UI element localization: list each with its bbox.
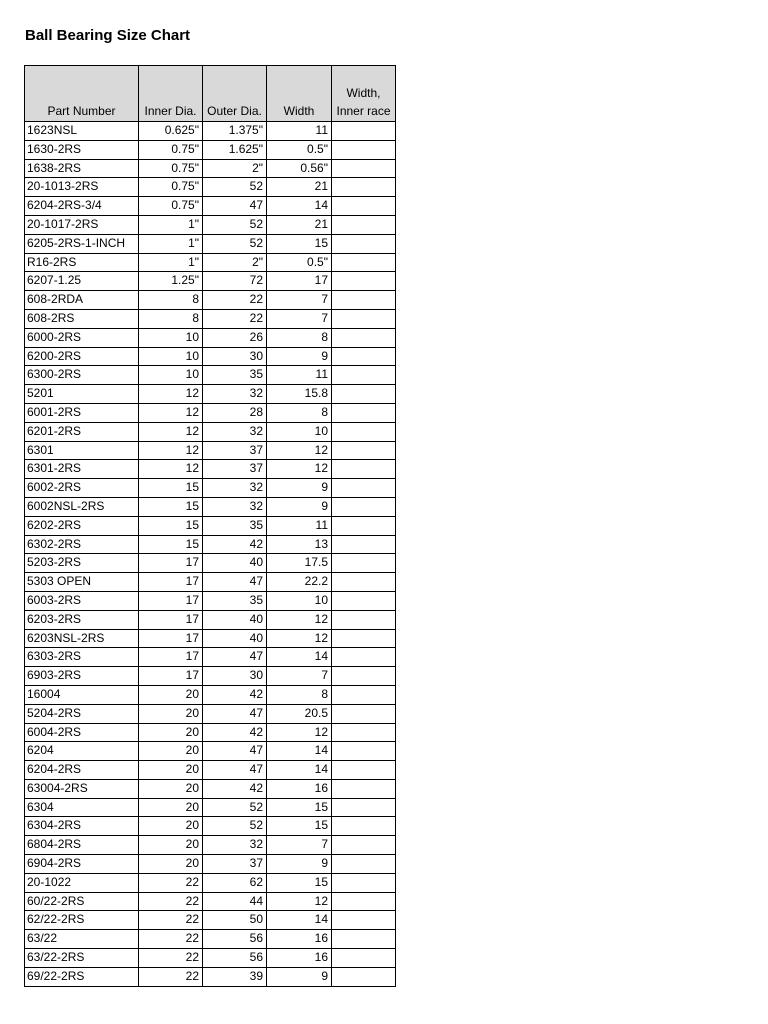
table-row bbox=[25, 761, 396, 780]
outer-diameter-cell: 56 bbox=[203, 930, 267, 949]
column-header-outer-diameter: Outer Dia. bbox=[203, 66, 267, 122]
part-number-cell: 6204 bbox=[25, 742, 139, 761]
width-inner-race-cell bbox=[332, 347, 396, 366]
inner-diameter-cell: 22 bbox=[139, 892, 203, 911]
width-cell: 12 bbox=[267, 610, 332, 629]
outer-diameter-cell: 30 bbox=[203, 347, 267, 366]
outer-diameter-cell: 47 bbox=[203, 742, 267, 761]
outer-diameter-cell: 32 bbox=[203, 385, 267, 404]
width-cell: 12 bbox=[267, 629, 332, 648]
width-inner-race-cell bbox=[332, 291, 396, 310]
width-inner-race-cell bbox=[332, 892, 396, 911]
outer-diameter-cell: 1.625" bbox=[203, 140, 267, 159]
table-row bbox=[25, 836, 396, 855]
inner-diameter-cell: 10 bbox=[139, 366, 203, 385]
width-cell: 21 bbox=[267, 215, 332, 234]
width-cell: 15 bbox=[267, 873, 332, 892]
width-inner-race-cell bbox=[332, 554, 396, 573]
width-inner-race-cell bbox=[332, 798, 396, 817]
width-cell: 15 bbox=[267, 798, 332, 817]
width-inner-race-cell bbox=[332, 403, 396, 422]
table-row bbox=[25, 403, 396, 422]
inner-diameter-cell: 22 bbox=[139, 911, 203, 930]
width-inner-race-cell bbox=[332, 328, 396, 347]
inner-diameter-cell: 20 bbox=[139, 742, 203, 761]
width-inner-race-cell bbox=[332, 516, 396, 535]
outer-diameter-cell: 30 bbox=[203, 667, 267, 686]
outer-diameter-cell: 56 bbox=[203, 949, 267, 968]
part-number-cell: 6301 bbox=[25, 441, 139, 460]
width-inner-race-cell bbox=[332, 234, 396, 253]
width-inner-race-cell bbox=[332, 930, 396, 949]
inner-diameter-cell: 1" bbox=[139, 234, 203, 253]
page-title: Ball Bearing Size Chart bbox=[25, 27, 191, 44]
width-cell: 8 bbox=[267, 685, 332, 704]
table-row bbox=[25, 178, 396, 197]
inner-diameter-cell: 17 bbox=[139, 591, 203, 610]
inner-diameter-cell: 8 bbox=[139, 291, 203, 310]
width-cell: 9 bbox=[267, 967, 332, 986]
inner-diameter-cell: 12 bbox=[139, 422, 203, 441]
width-inner-race-cell bbox=[332, 140, 396, 159]
inner-diameter-cell: 8 bbox=[139, 309, 203, 328]
part-number-cell: 5204-2RS bbox=[25, 704, 139, 723]
outer-diameter-cell: 52 bbox=[203, 798, 267, 817]
inner-diameter-cell: 0.75" bbox=[139, 159, 203, 178]
inner-diameter-cell: 20 bbox=[139, 685, 203, 704]
part-number-cell: 6002-2RS bbox=[25, 479, 139, 498]
inner-diameter-cell: 10 bbox=[139, 347, 203, 366]
width-cell: 9 bbox=[267, 347, 332, 366]
part-number-cell: 5203-2RS bbox=[25, 554, 139, 573]
width-inner-race-cell bbox=[332, 911, 396, 930]
inner-diameter-cell: 22 bbox=[139, 930, 203, 949]
table-row bbox=[25, 197, 396, 216]
table-row bbox=[25, 855, 396, 874]
width-cell: 7 bbox=[267, 836, 332, 855]
part-number-cell: 6302-2RS bbox=[25, 535, 139, 554]
width-inner-race-cell bbox=[332, 309, 396, 328]
part-number-cell: 1630-2RS bbox=[25, 140, 139, 159]
width-cell: 11 bbox=[267, 516, 332, 535]
part-number-cell: 6203-2RS bbox=[25, 610, 139, 629]
width-inner-race-cell bbox=[332, 648, 396, 667]
table-row bbox=[25, 779, 396, 798]
outer-diameter-cell: 26 bbox=[203, 328, 267, 347]
table-row bbox=[25, 309, 396, 328]
table-row bbox=[25, 798, 396, 817]
width-inner-race-cell bbox=[332, 855, 396, 874]
part-number-cell: 6204-2RS-3/4 bbox=[25, 197, 139, 216]
table-row bbox=[25, 479, 396, 498]
inner-diameter-cell: 15 bbox=[139, 497, 203, 516]
table-row bbox=[25, 892, 396, 911]
inner-diameter-cell: 1" bbox=[139, 253, 203, 272]
width-cell: 15 bbox=[267, 234, 332, 253]
part-number-cell: 16004 bbox=[25, 685, 139, 704]
table-row bbox=[25, 328, 396, 347]
inner-diameter-cell: 17 bbox=[139, 610, 203, 629]
width-inner-race-cell bbox=[332, 836, 396, 855]
outer-diameter-cell: 47 bbox=[203, 573, 267, 592]
part-number-cell: 20-1013-2RS bbox=[25, 178, 139, 197]
inner-diameter-cell: 1" bbox=[139, 215, 203, 234]
part-number-cell: 63004-2RS bbox=[25, 779, 139, 798]
width-inner-race-cell bbox=[332, 460, 396, 479]
width-inner-race-cell bbox=[332, 122, 396, 141]
table-row bbox=[25, 629, 396, 648]
part-number-cell: 6003-2RS bbox=[25, 591, 139, 610]
width-inner-race-cell bbox=[332, 723, 396, 742]
width-inner-race-cell bbox=[332, 479, 396, 498]
outer-diameter-cell: 50 bbox=[203, 911, 267, 930]
part-number-cell: 1638-2RS bbox=[25, 159, 139, 178]
width-inner-race-cell bbox=[332, 197, 396, 216]
inner-diameter-cell: 22 bbox=[139, 949, 203, 968]
part-number-cell: 608-2RS bbox=[25, 309, 139, 328]
width-cell: 16 bbox=[267, 949, 332, 968]
outer-diameter-cell: 47 bbox=[203, 648, 267, 667]
table-row bbox=[25, 159, 396, 178]
outer-diameter-cell: 40 bbox=[203, 554, 267, 573]
width-inner-race-cell bbox=[332, 591, 396, 610]
width-cell: 0.5" bbox=[267, 140, 332, 159]
width-inner-race-cell bbox=[332, 742, 396, 761]
table-row bbox=[25, 140, 396, 159]
table-row bbox=[25, 460, 396, 479]
width-cell: 7 bbox=[267, 667, 332, 686]
table-row bbox=[25, 272, 396, 291]
part-number-cell: 69/22-2RS bbox=[25, 967, 139, 986]
table-row bbox=[25, 967, 396, 986]
inner-diameter-cell: 12 bbox=[139, 441, 203, 460]
width-cell: 17 bbox=[267, 272, 332, 291]
outer-diameter-cell: 52 bbox=[203, 178, 267, 197]
outer-diameter-cell: 32 bbox=[203, 422, 267, 441]
part-number-cell: 5201 bbox=[25, 385, 139, 404]
inner-diameter-cell: 22 bbox=[139, 967, 203, 986]
part-number-cell: 20-1017-2RS bbox=[25, 215, 139, 234]
outer-diameter-cell: 42 bbox=[203, 779, 267, 798]
outer-diameter-cell: 44 bbox=[203, 892, 267, 911]
part-number-cell: 6301-2RS bbox=[25, 460, 139, 479]
table-row bbox=[25, 422, 396, 441]
width-inner-race-cell bbox=[332, 366, 396, 385]
inner-diameter-cell: 20 bbox=[139, 798, 203, 817]
outer-diameter-cell: 37 bbox=[203, 441, 267, 460]
width-cell: 8 bbox=[267, 403, 332, 422]
inner-diameter-cell: 22 bbox=[139, 873, 203, 892]
part-number-cell: 6201-2RS bbox=[25, 422, 139, 441]
table-row bbox=[25, 704, 396, 723]
width-cell: 0.5" bbox=[267, 253, 332, 272]
outer-diameter-cell: 2" bbox=[203, 253, 267, 272]
width-cell: 20.5 bbox=[267, 704, 332, 723]
part-number-cell: 608-2RDA bbox=[25, 291, 139, 310]
part-number-cell: 6203NSL-2RS bbox=[25, 629, 139, 648]
inner-diameter-cell: 20 bbox=[139, 723, 203, 742]
width-cell: 16 bbox=[267, 930, 332, 949]
width-inner-race-cell bbox=[332, 779, 396, 798]
width-inner-race-cell bbox=[332, 667, 396, 686]
column-header-width: Width bbox=[267, 66, 332, 122]
outer-diameter-cell: 47 bbox=[203, 704, 267, 723]
table-row bbox=[25, 366, 396, 385]
outer-diameter-cell: 47 bbox=[203, 761, 267, 780]
part-number-cell: 6002NSL-2RS bbox=[25, 497, 139, 516]
inner-diameter-cell: 17 bbox=[139, 667, 203, 686]
inner-diameter-cell: 20 bbox=[139, 836, 203, 855]
inner-diameter-cell: 20 bbox=[139, 779, 203, 798]
table-body bbox=[25, 122, 396, 987]
inner-diameter-cell: 0.625" bbox=[139, 122, 203, 141]
width-cell: 14 bbox=[267, 911, 332, 930]
width-cell: 9 bbox=[267, 479, 332, 498]
inner-diameter-cell: 17 bbox=[139, 629, 203, 648]
outer-diameter-cell: 22 bbox=[203, 291, 267, 310]
width-inner-race-cell bbox=[332, 441, 396, 460]
part-number-cell: 6000-2RS bbox=[25, 328, 139, 347]
table-row bbox=[25, 234, 396, 253]
table-row bbox=[25, 817, 396, 836]
width-cell: 10 bbox=[267, 591, 332, 610]
width-cell: 14 bbox=[267, 648, 332, 667]
outer-diameter-cell: 35 bbox=[203, 516, 267, 535]
table-row bbox=[25, 685, 396, 704]
inner-diameter-cell: 12 bbox=[139, 460, 203, 479]
inner-diameter-cell: 17 bbox=[139, 554, 203, 573]
part-number-cell: 6204-2RS bbox=[25, 761, 139, 780]
width-inner-race-cell bbox=[332, 610, 396, 629]
width-inner-race-cell bbox=[332, 497, 396, 516]
inner-diameter-cell: 20 bbox=[139, 855, 203, 874]
inner-diameter-cell: 0.75" bbox=[139, 140, 203, 159]
part-number-cell: 6304-2RS bbox=[25, 817, 139, 836]
width-inner-race-cell bbox=[332, 253, 396, 272]
outer-diameter-cell: 52 bbox=[203, 215, 267, 234]
table-row bbox=[25, 441, 396, 460]
part-number-cell: 20-1022 bbox=[25, 873, 139, 892]
column-header-part-number: Part Number bbox=[25, 66, 139, 122]
width-inner-race-cell bbox=[332, 685, 396, 704]
width-inner-race-cell bbox=[332, 272, 396, 291]
table-row bbox=[25, 573, 396, 592]
table-row bbox=[25, 291, 396, 310]
part-number-cell: 6904-2RS bbox=[25, 855, 139, 874]
outer-diameter-cell: 40 bbox=[203, 629, 267, 648]
width-inner-race-cell bbox=[332, 535, 396, 554]
part-number-cell: 1623NSL bbox=[25, 122, 139, 141]
part-number-cell: 60/22-2RS bbox=[25, 892, 139, 911]
part-number-cell: R16-2RS bbox=[25, 253, 139, 272]
table-row bbox=[25, 516, 396, 535]
width-cell: 9 bbox=[267, 497, 332, 516]
width-cell: 21 bbox=[267, 178, 332, 197]
outer-diameter-cell: 40 bbox=[203, 610, 267, 629]
width-cell: 0.56" bbox=[267, 159, 332, 178]
width-inner-race-cell bbox=[332, 178, 396, 197]
outer-diameter-cell: 32 bbox=[203, 479, 267, 498]
outer-diameter-cell: 37 bbox=[203, 460, 267, 479]
table-row bbox=[25, 873, 396, 892]
inner-diameter-cell: 17 bbox=[139, 648, 203, 667]
inner-diameter-cell: 15 bbox=[139, 535, 203, 554]
width-inner-race-cell bbox=[332, 949, 396, 968]
outer-diameter-cell: 35 bbox=[203, 366, 267, 385]
table-row bbox=[25, 253, 396, 272]
inner-diameter-cell: 10 bbox=[139, 328, 203, 347]
table-row bbox=[25, 610, 396, 629]
width-cell: 12 bbox=[267, 441, 332, 460]
width-cell: 12 bbox=[267, 723, 332, 742]
table-row bbox=[25, 911, 396, 930]
outer-diameter-cell: 2" bbox=[203, 159, 267, 178]
bearing-size-table bbox=[24, 65, 396, 987]
inner-diameter-cell: 0.75" bbox=[139, 197, 203, 216]
part-number-cell: 6207-1.25 bbox=[25, 272, 139, 291]
width-cell: 7 bbox=[267, 291, 332, 310]
part-number-cell: 63/22 bbox=[25, 930, 139, 949]
width-inner-race-cell bbox=[332, 873, 396, 892]
outer-diameter-cell: 39 bbox=[203, 967, 267, 986]
inner-diameter-cell: 20 bbox=[139, 761, 203, 780]
table-row bbox=[25, 930, 396, 949]
width-inner-race-cell bbox=[332, 159, 396, 178]
width-cell: 14 bbox=[267, 197, 332, 216]
inner-diameter-cell: 0.75" bbox=[139, 178, 203, 197]
outer-diameter-cell: 28 bbox=[203, 403, 267, 422]
column-header-width-inner-race: Width, Inner race bbox=[332, 66, 396, 122]
width-inner-race-cell bbox=[332, 761, 396, 780]
inner-diameter-cell: 1.25" bbox=[139, 272, 203, 291]
width-inner-race-cell bbox=[332, 422, 396, 441]
width-cell: 10 bbox=[267, 422, 332, 441]
table-row bbox=[25, 347, 396, 366]
width-cell: 12 bbox=[267, 892, 332, 911]
outer-diameter-cell: 35 bbox=[203, 591, 267, 610]
part-number-cell: 6004-2RS bbox=[25, 723, 139, 742]
width-cell: 11 bbox=[267, 122, 332, 141]
width-inner-race-cell bbox=[332, 215, 396, 234]
width-inner-race-cell bbox=[332, 967, 396, 986]
outer-diameter-cell: 37 bbox=[203, 855, 267, 874]
inner-diameter-cell: 12 bbox=[139, 403, 203, 422]
outer-diameter-cell: 22 bbox=[203, 309, 267, 328]
table-row bbox=[25, 535, 396, 554]
part-number-cell: 6202-2RS bbox=[25, 516, 139, 535]
table-row bbox=[25, 122, 396, 141]
table-row bbox=[25, 742, 396, 761]
width-cell: 11 bbox=[267, 366, 332, 385]
table-row bbox=[25, 215, 396, 234]
width-inner-race-cell bbox=[332, 704, 396, 723]
outer-diameter-cell: 52 bbox=[203, 817, 267, 836]
part-number-cell: 6200-2RS bbox=[25, 347, 139, 366]
inner-diameter-cell: 12 bbox=[139, 385, 203, 404]
part-number-cell: 6903-2RS bbox=[25, 667, 139, 686]
part-number-cell: 6303-2RS bbox=[25, 648, 139, 667]
width-inner-race-cell bbox=[332, 817, 396, 836]
outer-diameter-cell: 1.375" bbox=[203, 122, 267, 141]
part-number-cell: 6205-2RS-1-INCH bbox=[25, 234, 139, 253]
table-row bbox=[25, 385, 396, 404]
inner-diameter-cell: 15 bbox=[139, 479, 203, 498]
part-number-cell: 6300-2RS bbox=[25, 366, 139, 385]
width-inner-race-cell bbox=[332, 629, 396, 648]
table-row bbox=[25, 554, 396, 573]
width-cell: 15 bbox=[267, 817, 332, 836]
width-cell: 14 bbox=[267, 742, 332, 761]
width-cell: 16 bbox=[267, 779, 332, 798]
inner-diameter-cell: 15 bbox=[139, 516, 203, 535]
inner-diameter-cell: 20 bbox=[139, 704, 203, 723]
width-cell: 14 bbox=[267, 761, 332, 780]
width-cell: 7 bbox=[267, 309, 332, 328]
width-cell: 22.2 bbox=[267, 573, 332, 592]
width-cell: 15.8 bbox=[267, 385, 332, 404]
width-cell: 8 bbox=[267, 328, 332, 347]
table-header-row bbox=[25, 66, 396, 122]
part-number-cell: 6804-2RS bbox=[25, 836, 139, 855]
table-row bbox=[25, 648, 396, 667]
outer-diameter-cell: 72 bbox=[203, 272, 267, 291]
outer-diameter-cell: 42 bbox=[203, 723, 267, 742]
inner-diameter-cell: 20 bbox=[139, 817, 203, 836]
part-number-cell: 5303 OPEN bbox=[25, 573, 139, 592]
table-row bbox=[25, 949, 396, 968]
outer-diameter-cell: 42 bbox=[203, 535, 267, 554]
width-cell: 17.5 bbox=[267, 554, 332, 573]
table-row bbox=[25, 723, 396, 742]
width-cell: 12 bbox=[267, 460, 332, 479]
column-header-inner-diameter: Inner Dia. bbox=[139, 66, 203, 122]
table-row bbox=[25, 591, 396, 610]
outer-diameter-cell: 42 bbox=[203, 685, 267, 704]
part-number-cell: 62/22-2RS bbox=[25, 911, 139, 930]
part-number-cell: 6001-2RS bbox=[25, 403, 139, 422]
outer-diameter-cell: 47 bbox=[203, 197, 267, 216]
outer-diameter-cell: 32 bbox=[203, 497, 267, 516]
width-cell: 9 bbox=[267, 855, 332, 874]
outer-diameter-cell: 62 bbox=[203, 873, 267, 892]
width-inner-race-cell bbox=[332, 573, 396, 592]
table-row bbox=[25, 497, 396, 516]
table-row bbox=[25, 667, 396, 686]
part-number-cell: 6304 bbox=[25, 798, 139, 817]
width-inner-race-cell bbox=[332, 385, 396, 404]
inner-diameter-cell: 17 bbox=[139, 573, 203, 592]
outer-diameter-cell: 52 bbox=[203, 234, 267, 253]
outer-diameter-cell: 32 bbox=[203, 836, 267, 855]
width-cell: 13 bbox=[267, 535, 332, 554]
part-number-cell: 63/22-2RS bbox=[25, 949, 139, 968]
